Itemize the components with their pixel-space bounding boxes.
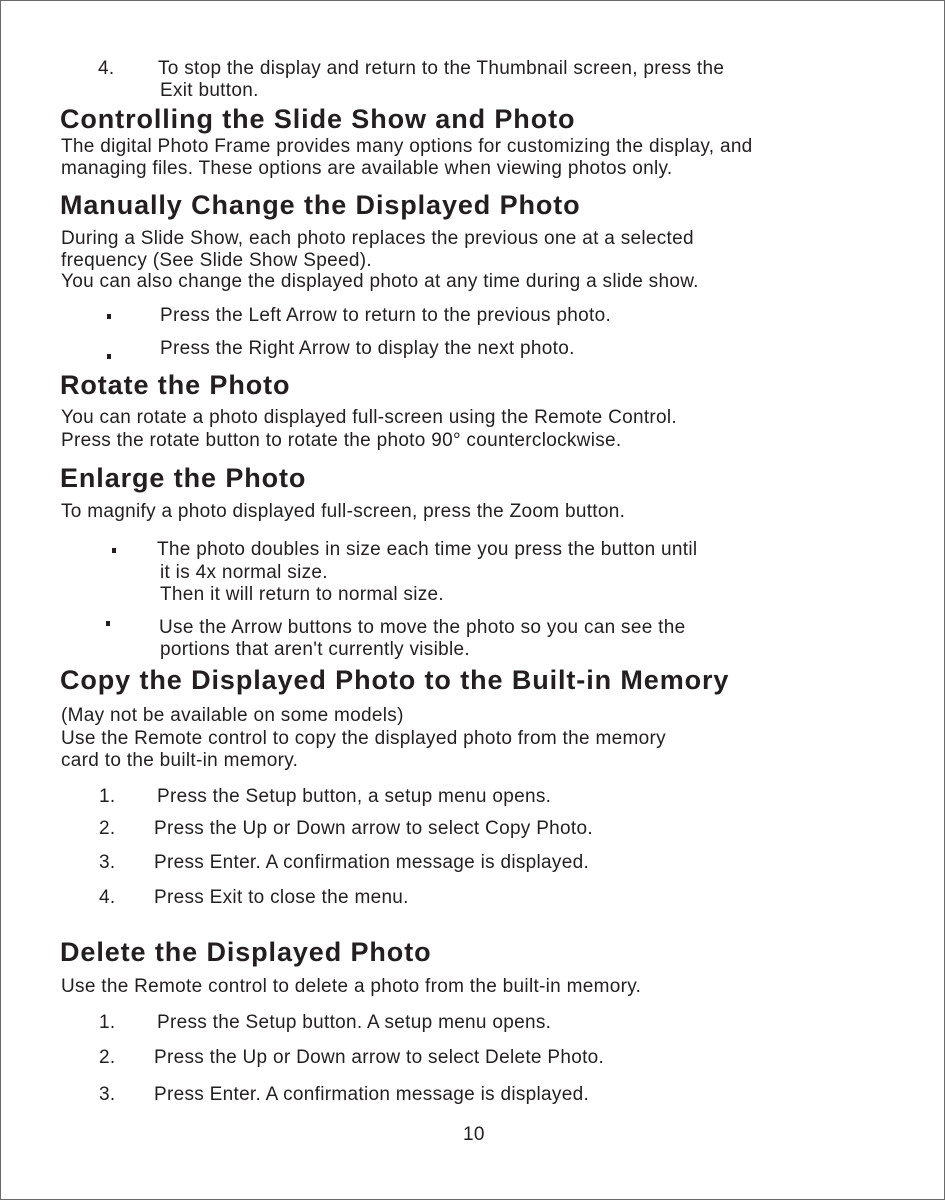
sec1-paragraph-line2: managing files. These options are available when viewing photos only.	[61, 158, 673, 179]
sec4-bullet1-line3: Then it will return to normal size.	[160, 584, 444, 605]
sec6-step2-text: Press the Up or Down arrow to select Delete Photo.	[154, 1047, 605, 1068]
sec6-step3-number: 3.	[99, 1084, 116, 1105]
sec5-step1-number: 1.	[99, 786, 116, 807]
sec5-step4-text: Press Exit to close the menu.	[154, 887, 409, 908]
sec6-step1-number: 1.	[99, 1012, 116, 1033]
sec1-paragraph-line1: The digital Photo Frame provides many options for customizing the display, and	[61, 136, 753, 157]
heading-copy-to-memory: Copy the Displayed Photo to the Built-in Memory	[60, 665, 730, 695]
sec4-bullet2-line1: Use the Arrow buttons to move the photo so you can see the	[159, 617, 686, 638]
bullet-icon	[107, 354, 111, 359]
heading-manually-change-photo: Manually Change the Displayed Photo	[60, 190, 581, 220]
bullet-icon	[106, 621, 110, 626]
sec5-step4-number: 4.	[99, 887, 116, 908]
sec2-bullet-left-arrow: Press the Left Arrow to return to the previous photo.	[160, 305, 612, 326]
sec2-paragraph-line3: You can also change the displayed photo at any time during a slide show.	[61, 271, 699, 292]
heading-enlarge-photo: Enlarge the Photo	[60, 463, 307, 493]
sec5-paragraph-line3: card to the built-in memory.	[61, 750, 299, 771]
sec4-bullet1-line1: The photo doubles in size each time you press the button until	[157, 539, 698, 560]
sec3-paragraph-line1: You can rotate a photo displayed full-screen using the Remote Control.	[61, 407, 677, 428]
sec5-paragraph-line1: (May not be available on some models)	[61, 705, 404, 726]
sec6-step2-number: 2.	[99, 1047, 116, 1068]
page-number: 10	[463, 1124, 485, 1145]
sec5-step2-text: Press the Up or Down arrow to select Copy Photo.	[154, 818, 593, 839]
sec2-paragraph-line2: frequency (See Slide Show Speed).	[61, 250, 372, 271]
heading-delete-photo: Delete the Displayed Photo	[60, 937, 432, 967]
sec6-step1-text: Press the Setup button. A setup menu opens.	[157, 1012, 552, 1033]
sec4-bullet1-line2: it is 4x normal size.	[160, 562, 328, 583]
intro-step-text-line1: To stop the display and return to the Thumbnail screen, press the	[158, 58, 725, 79]
sec4-paragraph-line1: To magnify a photo displayed full-screen, press the Zoom button.	[61, 501, 626, 522]
sec3-paragraph-line2: Press the rotate button to rotate the photo 90° counterclockwise.	[61, 430, 622, 451]
sec4-bullet2-line2: portions that aren't currently visible.	[160, 639, 470, 660]
intro-step-number: 4.	[98, 58, 115, 79]
bullet-icon	[107, 314, 111, 319]
bullet-icon	[112, 548, 116, 553]
heading-controlling-slide-show: Controlling the Slide Show and Photo	[60, 104, 576, 134]
intro-step-text-line2: Exit button.	[160, 80, 259, 101]
sec2-bullet-right-arrow: Press the Right Arrow to display the next photo.	[160, 338, 575, 359]
sec5-step3-text: Press Enter. A confirmation message is displayed.	[154, 852, 590, 873]
sec5-step3-number: 3.	[99, 852, 116, 873]
sec5-step1-text: Press the Setup button, a setup menu opens.	[157, 786, 552, 807]
sec5-step2-number: 2.	[99, 818, 116, 839]
heading-rotate-photo: Rotate the Photo	[60, 370, 291, 400]
sec5-paragraph-line2: Use the Remote control to copy the displayed photo from the memory	[61, 728, 666, 749]
sec6-paragraph-line1: Use the Remote control to delete a photo from the built-in memory.	[61, 976, 642, 997]
sec2-paragraph-line1: During a Slide Show, each photo replaces the previous one at a selected	[61, 228, 694, 249]
sec6-step3-text: Press Enter. A confirmation message is displayed.	[154, 1084, 590, 1105]
